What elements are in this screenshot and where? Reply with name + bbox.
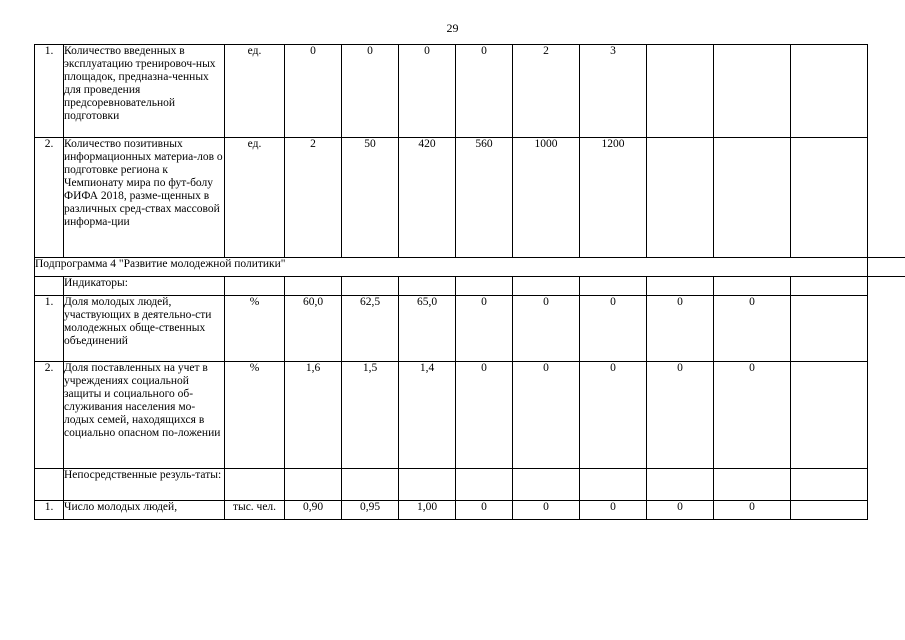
unit-cell: % xyxy=(225,362,285,469)
value-cell xyxy=(647,138,714,258)
value-cell: 1200 xyxy=(580,138,647,258)
value-cell: 0,95 xyxy=(342,501,399,520)
value-cell: 0 xyxy=(714,362,791,469)
value-cell xyxy=(513,277,580,296)
value-cell: 0 xyxy=(513,296,580,362)
value-cell: 0 xyxy=(399,45,456,138)
row-number: 1. xyxy=(35,45,64,138)
value-cell: 1000 xyxy=(513,138,580,258)
value-cell xyxy=(285,469,342,501)
value-cell xyxy=(791,362,868,469)
value-cell: 0 xyxy=(342,45,399,138)
value-cell: 0 xyxy=(714,501,791,520)
value-cell xyxy=(791,296,868,362)
table-cell-empty xyxy=(868,258,905,277)
value-cell: 0 xyxy=(647,362,714,469)
value-cell xyxy=(399,277,456,296)
row-number: 1. xyxy=(35,501,64,520)
value-cell xyxy=(580,277,647,296)
value-cell: 0 xyxy=(580,362,647,469)
value-cell: 50 xyxy=(342,138,399,258)
value-cell: 0 xyxy=(456,296,513,362)
value-cell: 560 xyxy=(456,138,513,258)
value-cell: 0 xyxy=(456,362,513,469)
value-cell: 2 xyxy=(513,45,580,138)
value-cell xyxy=(791,45,868,138)
row-number xyxy=(35,277,64,296)
value-cell xyxy=(342,277,399,296)
value-cell: 1,6 xyxy=(285,362,342,469)
table-row xyxy=(35,296,905,362)
value-cell: 0,90 xyxy=(285,501,342,520)
value-cell: 0 xyxy=(285,45,342,138)
value-cell xyxy=(647,45,714,138)
value-cell: 0 xyxy=(647,296,714,362)
unit-cell xyxy=(225,469,285,501)
value-cell xyxy=(285,277,342,296)
table-row xyxy=(35,258,905,277)
indicator-name: Доля молодых людей, участвующих в деятельно-сти молодежных обще-ственных объединений xyxy=(64,296,225,362)
value-cell xyxy=(791,469,868,501)
value-cell xyxy=(647,469,714,501)
value-cell xyxy=(342,469,399,501)
value-cell: 0 xyxy=(456,501,513,520)
value-cell: 60,0 xyxy=(285,296,342,362)
value-cell xyxy=(714,138,791,258)
value-cell xyxy=(714,277,791,296)
indicator-name: Доля поставленных на учет в учреждениях социальной защиты и социального об-служивания населения мо-лодых семей, находящихся в социально опасном по-ложении xyxy=(64,362,225,469)
value-cell xyxy=(714,45,791,138)
unit-cell: тыс. чел. xyxy=(225,501,285,520)
table-row xyxy=(35,45,905,138)
value-cell xyxy=(580,469,647,501)
table-row xyxy=(35,501,905,520)
indicator-name: Индикаторы: xyxy=(64,277,225,296)
value-cell: 0 xyxy=(513,501,580,520)
table-row xyxy=(35,469,905,501)
page-number: 29 xyxy=(446,21,459,35)
value-cell: 65,0 xyxy=(399,296,456,362)
value-cell: 420 xyxy=(399,138,456,258)
indicator-name: Количество позитивных информационных материа-лов о подготовке региона к Чемпионату мира по фут-болу ФИФА 2018, разме-щенных в различных сред-ствах массовой информа-ции xyxy=(64,138,225,258)
indicator-name: Непосредственные резуль-таты: xyxy=(64,469,225,501)
value-cell: 1,00 xyxy=(399,501,456,520)
value-cell xyxy=(647,277,714,296)
value-cell xyxy=(714,469,791,501)
unit-cell: ед. xyxy=(225,138,285,258)
table-row xyxy=(35,277,905,296)
value-cell xyxy=(791,501,868,520)
value-cell xyxy=(456,469,513,501)
value-cell xyxy=(399,469,456,501)
value-cell: 0 xyxy=(647,501,714,520)
value-cell xyxy=(791,138,868,258)
value-cell: 0 xyxy=(456,45,513,138)
value-cell xyxy=(456,277,513,296)
table-row xyxy=(35,138,905,258)
table-row xyxy=(35,362,905,469)
value-cell xyxy=(791,277,868,296)
value-cell: 2 xyxy=(285,138,342,258)
indicator-name: Число молодых людей, xyxy=(64,501,225,520)
row-number: 2. xyxy=(35,138,64,258)
unit-cell: % xyxy=(225,296,285,362)
section-heading: Подпрограмма 4 "Развитие молодежной политики" xyxy=(35,258,868,277)
value-cell: 0 xyxy=(580,296,647,362)
value-cell: 3 xyxy=(580,45,647,138)
row-number: 2. xyxy=(35,362,64,469)
row-number xyxy=(35,469,64,501)
value-cell: 0 xyxy=(513,362,580,469)
unit-cell: ед. xyxy=(225,45,285,138)
value-cell: 1,5 xyxy=(342,362,399,469)
value-cell: 1,4 xyxy=(399,362,456,469)
unit-cell xyxy=(225,277,285,296)
value-cell: 0 xyxy=(580,501,647,520)
row-number: 1. xyxy=(35,296,64,362)
value-cell xyxy=(513,469,580,501)
indicators-table xyxy=(34,44,905,520)
value-cell: 62,5 xyxy=(342,296,399,362)
indicator-name: Количество введенных в эксплуатацию тренировоч-ных площадок, предназна-ченных для проведения предсоревновательной подготовки xyxy=(64,45,225,138)
value-cell: 0 xyxy=(714,296,791,362)
